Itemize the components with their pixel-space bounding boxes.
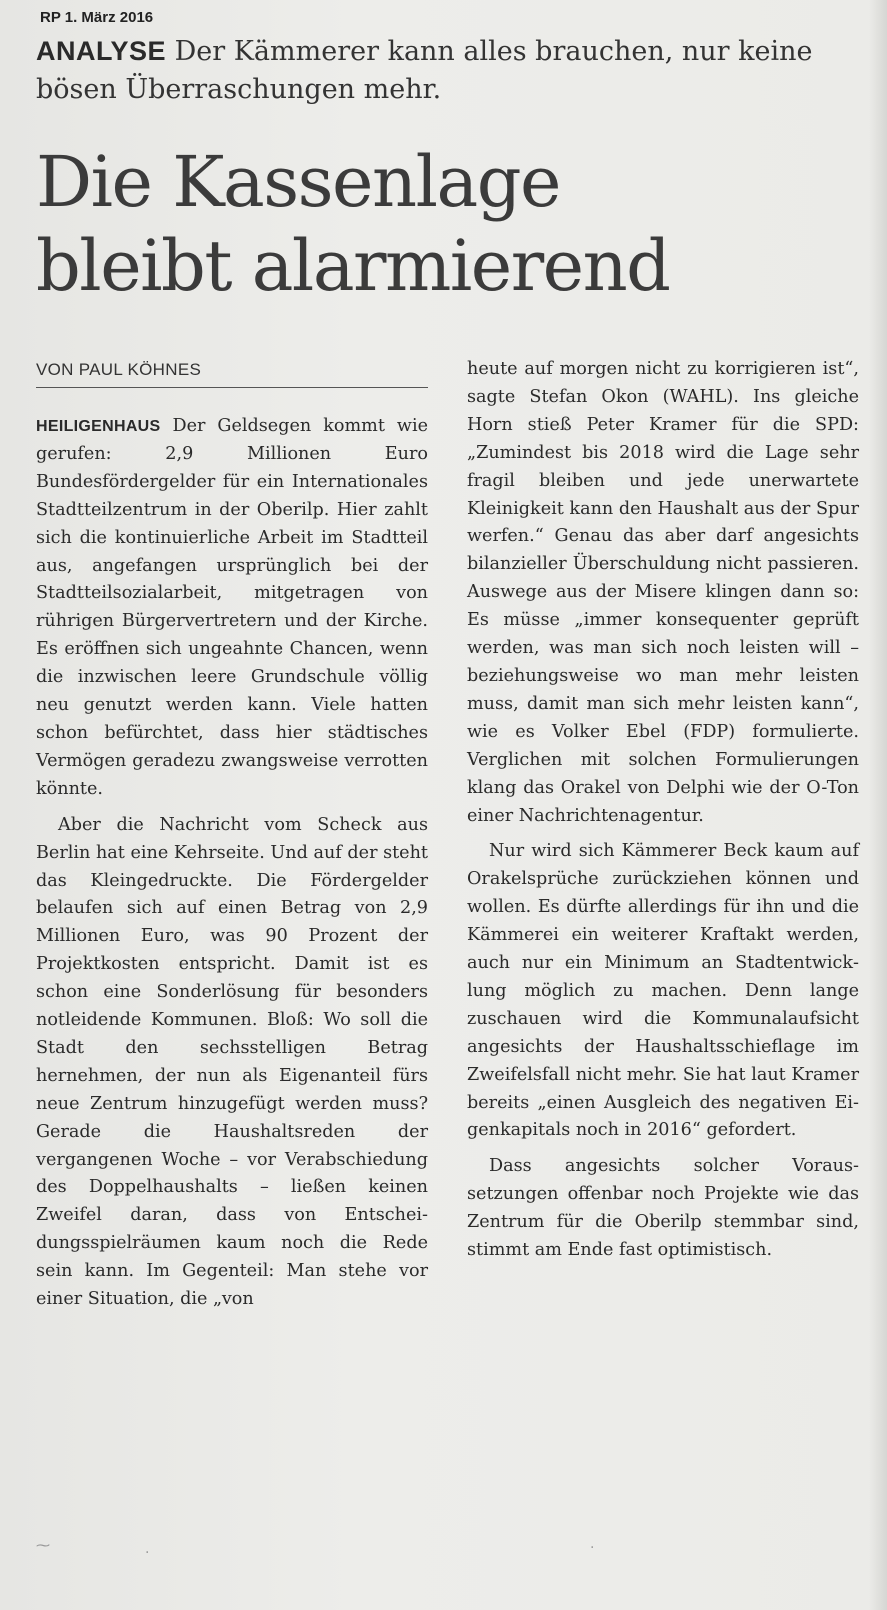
article-column-right (467, 356, 859, 1265)
kicker (36, 32, 866, 109)
paragraph (36, 413, 428, 804)
scan-speck: ⁓ (36, 1538, 50, 1554)
headline (36, 140, 876, 308)
paragraph: Nur wird sich Kämmerer Beck kaum auf Orakelsprüche zurückziehen können und wollen. Es dürfte allerdings für ihn und die Kämmerei ein weiterer Kraftakt werden, auch nur ein Minimum an Stadtentwicklung möglich zu machen. Denn lange zuschauen wird die Kommunalaufsicht angesichts der Haushaltsschieflage im Zweifelsfall nicht mehr. Sie hat laut Kramer bereits „einen Ausgleich des negativen Eigenkapitals noch in 2016“ gefordert. (467, 841, 859, 1141)
paragraph: Dass angesichts solcher Voraussetzungen offenbar noch Projekte wie das Zentrum für die Oberilp stemmbar sind, stimmt am Ende fast optimistisch. (467, 1156, 859, 1261)
headline-line-1: Die Kassenlage (36, 141, 560, 223)
paragraph: heute auf morgen nicht zu korrigieren ist“, sagte Stefan Okon (WAHL). Ins gleiche Horn stieß Peter Kramer für die SPD: „Zumindest bis 2018 wird die Lage sehr fragil bleiben und jede unerwartete Kleinigkeit kann den Haushalt aus der Spur werfen.“ Genau das aber darf angesichts bilanzieller Überschuldung nicht passieren. Auswege aus der Misere klingen dann so: Es müsse „immer konsequenter geprüft werden, was man sich noch leisten will – beziehungsweise wo man mehr leisten muss, damit man sich mehr leisten kann“, wie es Volker Ebel (FDP) formulierte. Verglichen mit solchen Formulierungen klang das Orakel von Delphi wie der O-Ton einer Nachrichtenagentur. (467, 359, 859, 826)
scan-speck: · (145, 1545, 150, 1561)
kicker-text: Der Kämmerer kann alles brauchen, nur keine bösen Überraschungen mehr. (36, 36, 813, 105)
kicker-label: ANALYSE (36, 36, 167, 66)
scan-speck: · (590, 1540, 595, 1556)
article-column-left (36, 413, 428, 1314)
byline: VON PAUL KÖHNES (36, 360, 428, 388)
dateline: HEILIGENHAUS (36, 418, 161, 435)
paragraph: Aber die Nachricht vom Scheck aus Berlin hat eine Kehrseite. Und auf der steht das Kleingedruckte. Die Fördergelder belaufen sich auf einen Betrag von 2,9 Millionen Euro, was 90 Prozent der Projektkosten entspricht. Damit ist es schon eine Sonderlösung für besonders notleidende Kommunen. Bloß: Wo soll die Stadt den sechsstelligen Betrag hernehmen, der nun als Eigenanteil fürs neue Zentrum hinzugefügt werden muss? Gerade die Haushaltsreden der vergangenen Woche – vor Verabschiedung des Doppelhaushalts – ließen keinen Zweifel daran, dass von Entscheidungsspielräumen kaum noch die Rede sein kann. Im Gegenteil: Man stehe vor einer Situation, die „von (36, 814, 428, 1310)
source-date: RP 1. März 2016 (40, 9, 154, 26)
paragraph-text: Der Geldsegen kommt wie gerufen: 2,9 Millionen Euro Bundesfördergelder für ein Internationales Stadtteilzentrum in der Oberilp. Hier zahlt sich die kontinuierliche Arbeit im Stadtteil aus, angefangen ursprünglich bei der Stadtteilsozialarbeit, mitgetragen von rührigen Bürgervertretern und der Kirche. Es eröffnen sich ungeahnte Chancen, wenn die inzwischen leere Grundschule völlig neu genutzt werden kann. Viele hatten schon befürchtet, dass hier städtisches Vermögen geradezu zwangsweise verrotten könnte. (36, 416, 429, 799)
headline-line-2: bleibt alarmierend (36, 225, 670, 307)
